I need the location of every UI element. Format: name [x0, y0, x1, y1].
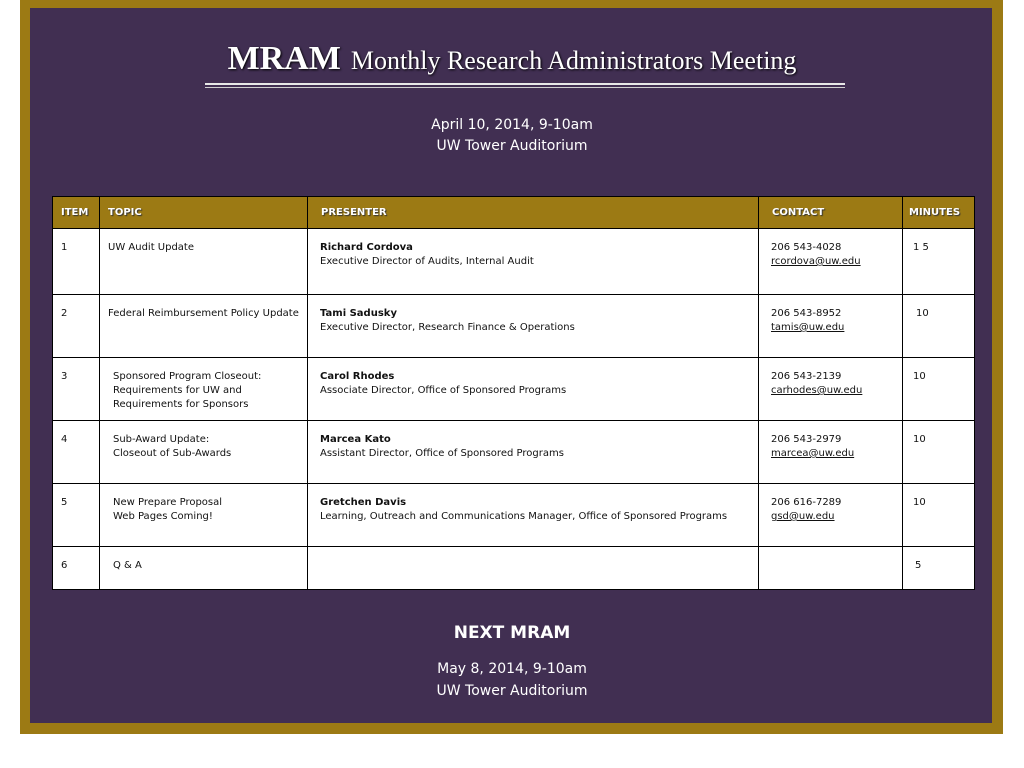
contact-cell: [759, 229, 903, 295]
next-meeting-date: May 8, 2014, 9-10am: [437, 661, 587, 677]
presenter-title: Associate Director, Office of Sponsored Programs: [320, 385, 567, 396]
minutes-cell: 10: [903, 421, 975, 484]
topic-line: Web Pages Coming!: [113, 511, 213, 522]
col-header-presenter: PRESENTER: [308, 197, 759, 229]
minutes-cell: 1 5: [903, 229, 975, 295]
contact-cell: [759, 547, 903, 590]
title-full: Monthly Research Administrators Meeting: [350, 46, 797, 75]
topic-line: Requirements for Sponsors: [113, 399, 249, 410]
topic-line: Q & A: [113, 560, 142, 571]
title-underline-thin: [205, 87, 845, 88]
contact-email-link[interactable]: carhodes@uw.edu: [771, 385, 863, 396]
contact-cell: [759, 358, 903, 421]
contact-email-link[interactable]: rcordova@uw.edu: [771, 256, 861, 267]
topic-cell: [100, 295, 308, 358]
title-underline: [205, 83, 845, 85]
meeting-title: [0, 40, 1024, 78]
topic-line: Requirements for UW and: [113, 385, 242, 396]
topic-line: Closeout of Sub-Awards: [113, 448, 232, 459]
item-cell: 6: [53, 547, 100, 590]
topic-line: Sponsored Program Closeout:: [113, 371, 262, 382]
contact-phone: 206 616-7289: [771, 497, 842, 508]
contact-email-link[interactable]: gsd@uw.edu: [771, 511, 835, 522]
col-header-contact: CONTACT: [759, 197, 903, 229]
item-cell: 2: [53, 295, 100, 358]
presenter-name: Tami Sadusky: [320, 308, 397, 319]
col-header-topic: TOPIC: [100, 197, 308, 229]
presenter-cell: [308, 358, 759, 421]
table-row: [53, 484, 975, 547]
item-cell: 4: [53, 421, 100, 484]
table-row: [53, 358, 975, 421]
item-cell: 3: [53, 358, 100, 421]
table-row: [53, 547, 975, 590]
contact-cell: [759, 484, 903, 547]
minutes-cell: 10: [903, 295, 975, 358]
topic-cell: [100, 421, 308, 484]
agenda-table: [52, 196, 975, 590]
contact-phone: 206 543-8952: [771, 308, 842, 319]
presenter-name: Gretchen Davis: [320, 497, 407, 508]
next-meeting-location: UW Tower Auditorium: [436, 683, 588, 699]
contact-cell: [759, 295, 903, 358]
table-row: [53, 229, 975, 295]
table-row: [53, 421, 975, 484]
contact-phone: 206 543-2139: [771, 371, 842, 382]
contact-phone: 206 543-2979: [771, 434, 842, 445]
contact-cell: [759, 421, 903, 484]
next-meeting-title: NEXT MRAM: [453, 623, 571, 643]
topic-cell: [100, 229, 308, 295]
col-header-minutes: MINUTES: [903, 197, 975, 229]
topic-line: Federal Reimbursement Policy Update: [108, 308, 299, 319]
topic-line: Sub-Award Update:: [113, 434, 210, 445]
minutes-cell: 5: [903, 547, 975, 590]
presenter-title: Learning, Outreach and Communications Manager, Office of Sponsored Programs: [320, 511, 728, 522]
topic-cell: [100, 484, 308, 547]
presenter-cell: [308, 229, 759, 295]
contact-email-link[interactable]: tamis@uw.edu: [771, 322, 845, 333]
presenter-name: Richard Cordova: [320, 242, 413, 253]
presenter-name: Carol Rhodes: [320, 371, 395, 382]
minutes-cell: 10: [903, 484, 975, 547]
presenter-cell: [308, 295, 759, 358]
item-cell: 1: [53, 229, 100, 295]
contact-phone: 206 543-4028: [771, 242, 842, 253]
title-acronym: MRAM: [227, 40, 341, 77]
minutes-cell: 10: [903, 358, 975, 421]
topic-cell: [100, 358, 308, 421]
topic-line: New Prepare Proposal: [113, 497, 223, 508]
table-row: [53, 295, 975, 358]
topic-line: UW Audit Update: [108, 242, 195, 253]
topic-cell: [100, 547, 308, 590]
item-cell: 5: [53, 484, 100, 547]
presenter-title: Assistant Director, Office of Sponsored Programs: [320, 448, 564, 459]
presenter-title: Executive Director of Audits, Internal Audit: [320, 256, 534, 267]
presenter-name: Marcea Kato: [320, 434, 391, 445]
presenter-cell: [308, 484, 759, 547]
contact-email-link[interactable]: marcea@uw.edu: [771, 448, 855, 459]
meeting-date: April 10, 2014, 9-10am: [431, 117, 593, 133]
presenter-cell: [308, 547, 759, 590]
meeting-location: UW Tower Auditorium: [436, 138, 588, 154]
presenter-cell: [308, 421, 759, 484]
agenda-header-row: [53, 197, 975, 229]
col-header-item: ITEM: [53, 197, 100, 229]
presenter-title: Executive Director, Research Finance & Operations: [320, 322, 575, 333]
